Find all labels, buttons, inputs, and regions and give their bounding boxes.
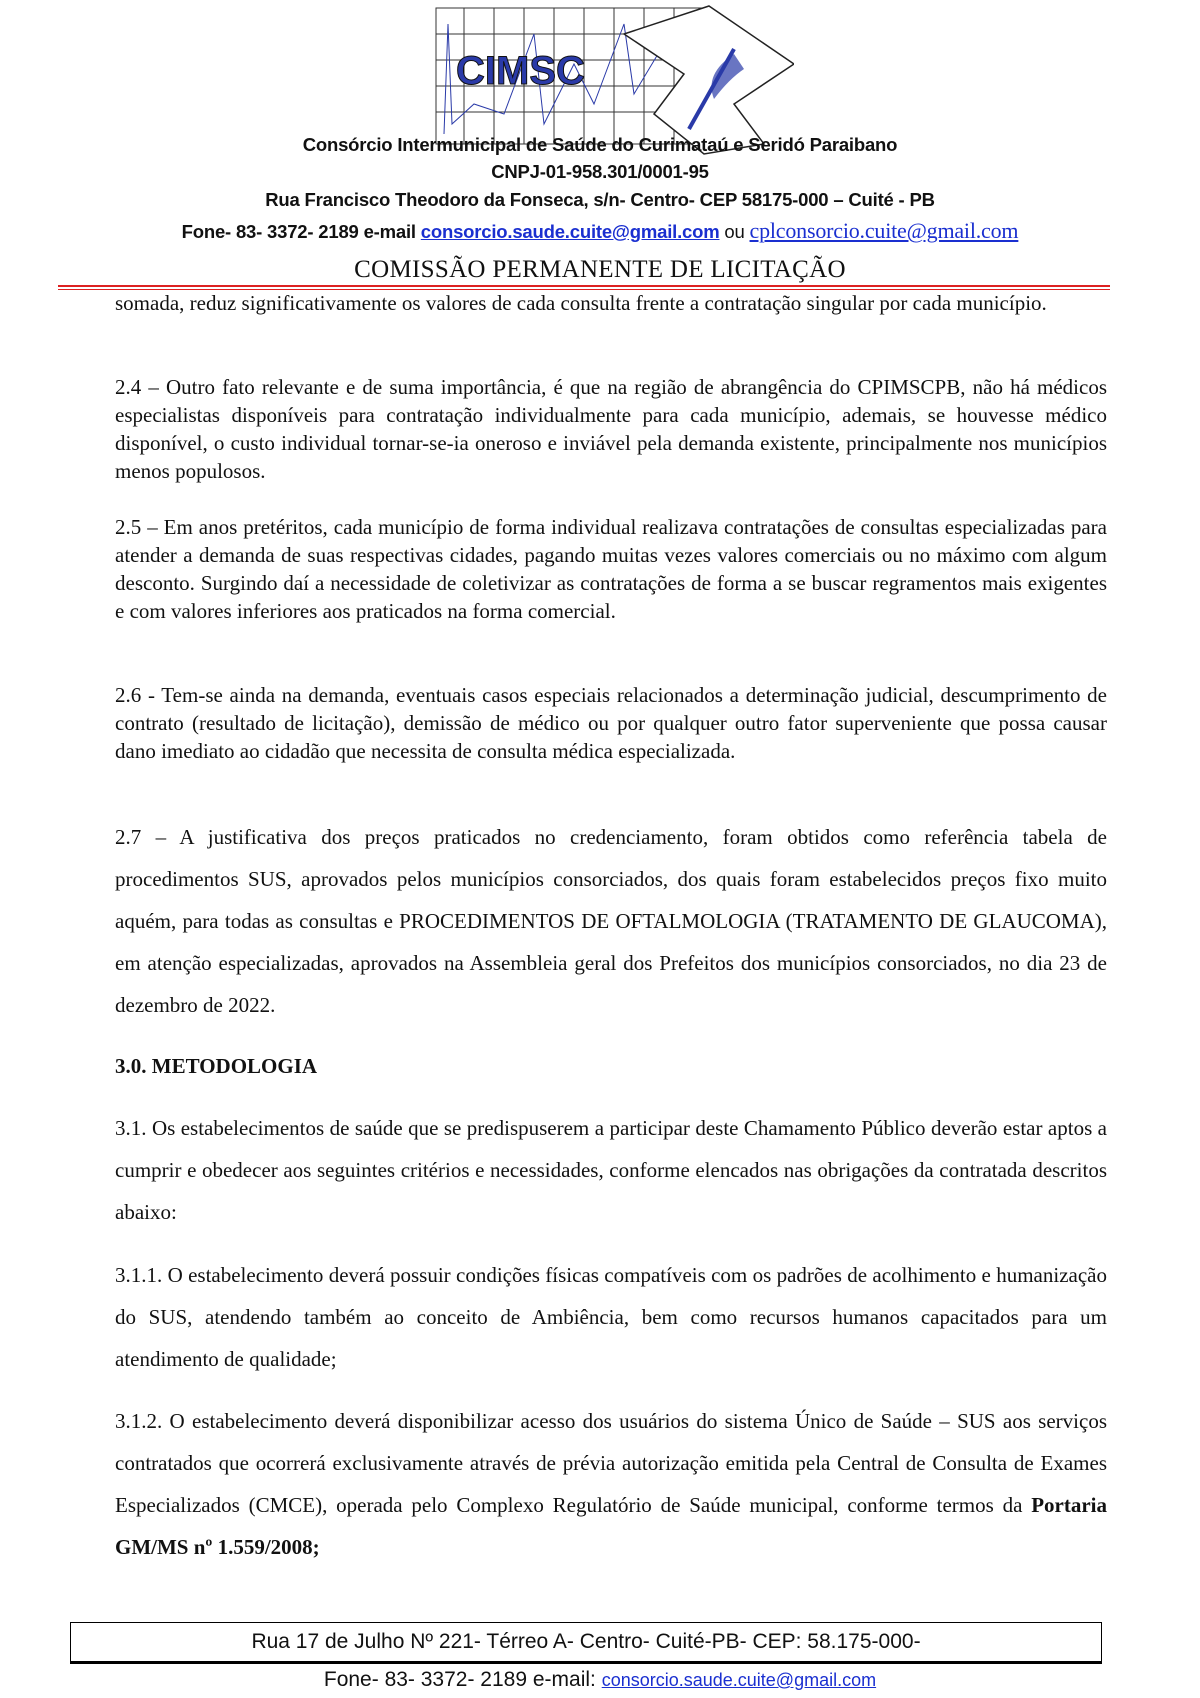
footer-contact-prefix: Fone- 83- 3372- 2189 e-mail: xyxy=(323,1668,602,1691)
paragraph-3-1-2-text: 3.1.2. O estabelecimento deverá disponibilizar acesso dos usuários do sistema Único de Saúde – SUS aos serviços contratados que ocorrerá exclusivamente através de prévia autorização emitida pela Central de Consulta de Exames Especializados (CMCE), operada pelo Complexo Regulatório de Saúde municipal, conforme termos da xyxy=(115,1409,1107,1517)
cnpj: CNPJ-01-958.301/0001-95 xyxy=(491,161,709,182)
paragraph-2-5: 2.5 – Em anos pretéritos, cada município de forma individual realizava contratações de consultas especializadas para atender a demanda de suas respectivas cidades, pagando muitas vezes valores comerciais ou no máximo com algum desconto. Surgindo daí a necessidade de coletivizar as contratações de forma a se buscar regramentos mais exigentes e com valores inferiores aos praticados na forma comercial. xyxy=(115,515,1107,623)
paragraph-2-4: 2.4 – Outro fato relevante e de suma importância, é que na região de abrangência do CPIMSCPB, não há médicos especialistas disponíveis para contratação individualmente para cada município, ademais, se houvesse médico disponível, o custo individual tornar-se-ia oneroso e inviável pela demanda existente, principalmente nos municípios menos populosos. xyxy=(115,375,1107,483)
header-rule xyxy=(58,285,1110,287)
svg-text:CIMSC: CIMSC xyxy=(456,49,585,93)
section-heading-3-0: 3.0. METODOLOGIA xyxy=(115,1054,318,1078)
contact-prefix: Fone- 83- 3372- 2189 e-mail xyxy=(181,221,421,242)
footer-address-box: Rua 17 de Julho Nº 221- Térreo A- Centro- Cuité-PB- CEP: 58.175-000- xyxy=(70,1622,1102,1664)
paragraph-2-7: 2.7 – A justificativa dos preços praticados no credenciamento, foram obtidos como referência tabela de procedimentos SUS, aprovados pelos municípios consorciados, dos quais foram estabelecidos preços fixo muito aquém, para todas as consultas e PROCEDIMENTOS DE OFTALMOLOGIA (TRATAMENTO DE GLAUCOMA), em atenção especializadas, aprovados na Assembleia geral dos Prefeitos dos municípios consorciados, no dia 23 de dezembro de 2022. xyxy=(115,825,1107,1017)
paragraph-3-1-1: 3.1.1. O estabelecimento deverá possuir condições físicas compatíveis com os padrões de acolhimento e humanização do SUS, atendendo também ao conceito de Ambiência, bem como recursos humanos capacitados para um atendimento de qualidade; xyxy=(115,1263,1107,1371)
portaria-reference: Portaria GM/MS nº 1.559/2008; xyxy=(115,1493,1107,1559)
paragraph-2-6: 2.6 - Tem-se ainda na demanda, eventuais casos especiais relacionados a determinação judicial, descumprimento de contrato (resultado de licitação), demissão de médico ou por qualquer outro fator superveniente que possa causar dano imediato ao cidadão que necessita de consulta médica especializada. xyxy=(115,683,1107,763)
or-text: ou xyxy=(719,221,750,242)
email-link-1[interactable]: consorcio.saude.cuite@gmail.com xyxy=(420,221,720,242)
commission-title: COMISSÃO PERMANENTE DE LICITAÇÃO xyxy=(354,256,846,283)
paragraph-continuation: somada, reduz significativamente os valores de cada consulta frente a contratação singular por cada município. xyxy=(115,291,1047,315)
paragraph-3-1-2 xyxy=(115,1400,1107,1568)
footer-email-link[interactable]: consorcio.saude.cuite@gmail.com xyxy=(601,1670,877,1690)
footer-contact xyxy=(0,1668,1200,1692)
org-name: Consórcio Intermunicipal de Saúde do Curimataú e Seridó Paraibano xyxy=(302,134,898,155)
header-address: Rua Francisco Theodoro da Fonseca, s/n- Centro- CEP 58175-000 – Cuité - PB xyxy=(265,189,935,210)
email-link-2[interactable]: cplconsorcio.cuite@gmail.com xyxy=(749,218,1019,243)
header-contact xyxy=(0,218,1200,244)
paragraph-3-1: 3.1. Os estabelecimentos de saúde que se predispuserem a participar deste Chamamento Público deverão estar aptos a cumprir e obedecer aos seguintes critérios e necessidades, conforme elencados nas obrigações da contratada descritos abaixo: xyxy=(115,1116,1107,1224)
